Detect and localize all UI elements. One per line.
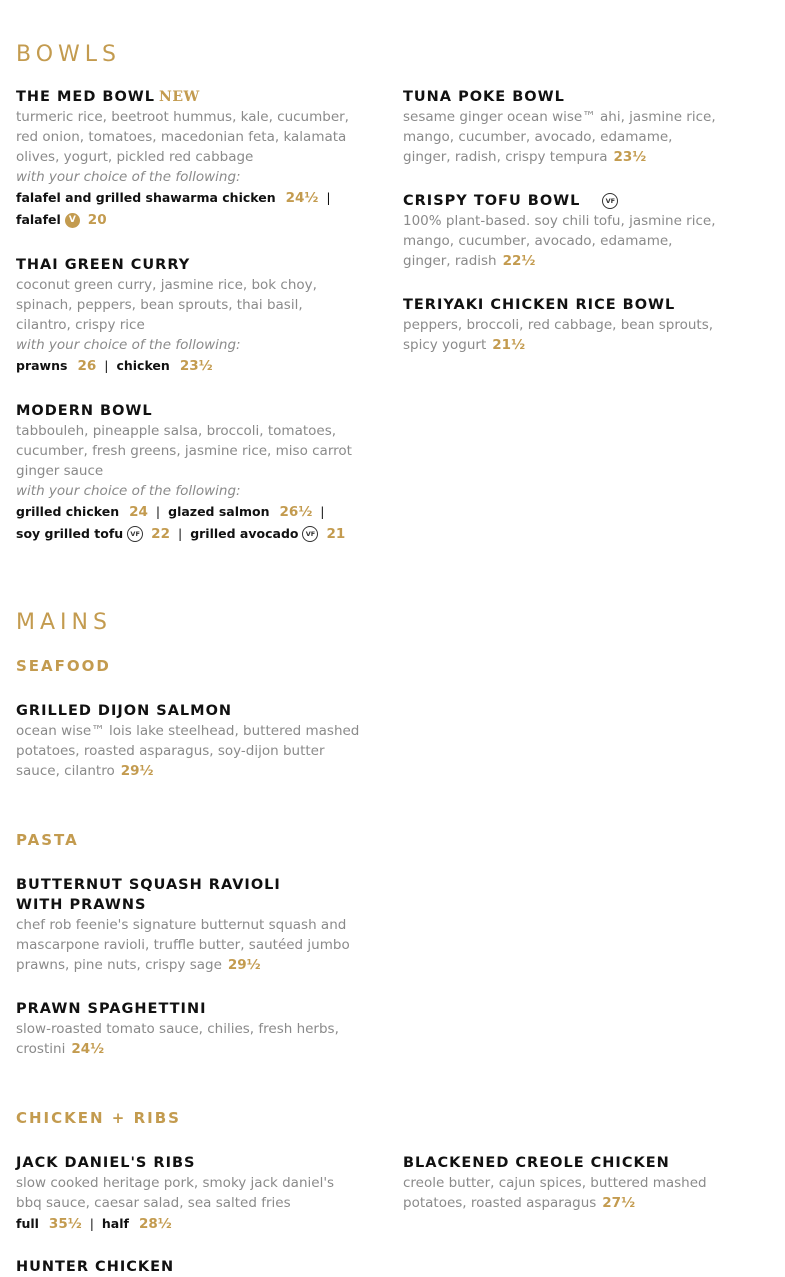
separator: | [89, 1216, 94, 1231]
item-name: MODERN BOWL [16, 403, 153, 419]
description-text: slow-roasted tomato sauce, chilies, fresh herbs, crostini [16, 1021, 339, 1057]
vegan-friendly-icon: VF [302, 526, 318, 542]
option-label: falafel [16, 212, 61, 227]
description-text: chef rob feenie's signature butternut squash and mascarpone ravioli, truffle butter, sautéed jumbo prawns, pine nuts, crispy sage [16, 917, 350, 973]
subsection-title-seafood: SEAFOOD [16, 657, 111, 675]
description-text: ocean wise™ lois lake steelhead, buttered mashed potatoes, roasted asparagus, soy-dijon butter sauce, cilantro [16, 723, 360, 779]
item-name [403, 191, 723, 211]
options-row [16, 355, 361, 377]
option-price: 24½ [285, 190, 319, 206]
vegan-friendly-icon: VF [602, 193, 618, 209]
separator: | [326, 190, 331, 205]
item-price: 29½ [120, 763, 154, 779]
subsection-title-pasta: PASTA [16, 831, 79, 849]
item-name [16, 87, 361, 107]
option-price: 20 [87, 212, 107, 228]
item-name: TUNA POKE BOWL [403, 89, 565, 105]
item-name: PRAWN SPAGHETTINI [16, 1001, 207, 1017]
option-label: glazed salmon [168, 504, 270, 519]
option-label: half [101, 1216, 129, 1231]
new-badge: NEW [159, 89, 200, 105]
separator: | [320, 504, 325, 519]
menu-item-med-bowl [16, 87, 361, 231]
description-text: creole butter, cajun spices, buttered mashed potatoes, roasted asparagus [403, 1175, 707, 1211]
subsection-title-chicken-ribs: CHICKEN + RIBS [16, 1109, 181, 1127]
options-row [16, 501, 361, 523]
separator: | [155, 504, 161, 519]
vegetarian-icon: V [65, 213, 80, 228]
item-price: 23½ [613, 149, 647, 165]
option-price: 28½ [138, 1216, 172, 1232]
menu-item-tuna-poke-bowl [403, 87, 723, 167]
item-description [403, 211, 723, 271]
option-label: falafel and grilled shawarma chicken [16, 190, 276, 205]
option-price: 26 [77, 358, 97, 374]
option-price: 21 [326, 526, 346, 542]
choice-note: with your choice of the following: [16, 169, 241, 185]
item-name-line2: WITH PRAWNS [16, 897, 147, 913]
item-name: TERIYAKI CHICKEN RICE BOWL [403, 297, 676, 313]
choice-note: with your choice of the following: [16, 483, 241, 499]
item-description [403, 107, 723, 167]
item-description [16, 1019, 361, 1059]
option-price: 26½ [279, 504, 313, 520]
item-price: 22½ [502, 253, 536, 269]
separator: | [177, 526, 183, 541]
option-label: chicken [116, 358, 170, 373]
option-price: 24 [129, 504, 148, 520]
menu-item-grilled-dijon-salmon [16, 701, 361, 781]
item-description: slow cooked heritage pork, smoky jack daniel's bbq sauce, caesar salad, sea salted fries [16, 1175, 335, 1211]
option-label: grilled avocado [190, 526, 299, 541]
item-name-text: THE MED BOWL [16, 89, 156, 105]
options-row [16, 1213, 361, 1235]
menu-item-modern-bowl [16, 401, 361, 545]
choice-note: with your choice of the following: [16, 337, 241, 353]
item-name: THAI GREEN CURRY [16, 257, 191, 273]
item-price: 29½ [227, 957, 261, 973]
item-name: HUNTER CHICKEN [16, 1259, 175, 1275]
option-label: grilled chicken [16, 504, 120, 519]
menu-item-crispy-tofu-bowl [403, 191, 723, 271]
item-name: BLACKENED CREOLE CHICKEN [403, 1155, 670, 1171]
section-title-bowls: BOWLS [16, 42, 121, 67]
option-label: prawns [16, 358, 68, 373]
menu-item-hunter-chicken [16, 1257, 361, 1277]
item-description [16, 721, 361, 781]
item-price: 24½ [71, 1041, 105, 1057]
separator: | [104, 358, 109, 373]
description-text: 100% plant-based. soy chili tofu, jasmine rice, mango, cucumber, avocado, edamame, ginger, radish [403, 213, 716, 269]
option-price: 35½ [48, 1216, 82, 1232]
menu-item-jack-daniels-ribs [16, 1153, 361, 1235]
menu-item-blackened-creole-chicken [403, 1153, 723, 1213]
item-description [16, 915, 361, 975]
item-name: BUTTERNUT SQUASH RAVIOLI [16, 877, 281, 893]
option-price: 23½ [179, 358, 213, 374]
options-row [16, 209, 361, 231]
item-description: turmeric rice, beetroot hummus, kale, cucumber, red onion, tomatoes, macedonian feta, kalamata olives, yogurt, pickled red cabbage [16, 109, 349, 165]
item-description [403, 315, 723, 355]
item-description: tabbouleh, pineapple salsa, broccoli, tomatoes, cucumber, fresh greens, jasmine rice, miso carrot ginger sauce [16, 423, 352, 479]
menu-item-thai-green-curry [16, 255, 361, 377]
option-label: full [16, 1216, 39, 1231]
item-name-text: CRISPY TOFU BOWL [403, 193, 581, 209]
section-title-mains: MAINS [16, 610, 112, 635]
options-row [16, 523, 361, 545]
options-row [16, 187, 361, 209]
vegan-friendly-icon: VF [127, 526, 143, 542]
item-name: JACK DANIEL'S RIBS [16, 1155, 196, 1171]
item-price: 21½ [492, 337, 526, 353]
item-name: GRILLED DIJON SALMON [16, 703, 233, 719]
description-text: sesame ginger ocean wise™ ahi, jasmine rice, mango, cucumber, avocado, edamame, ginger, radish, crispy tempura [403, 109, 716, 165]
item-price: 27½ [602, 1195, 636, 1211]
menu-item-prawn-spaghettini [16, 999, 361, 1059]
item-description: coconut green curry, jasmine rice, bok choy, spinach, peppers, bean sprouts, thai basil, cilantro, crispy rice [16, 277, 317, 333]
item-description [403, 1173, 723, 1213]
menu-item-butternut-squash-ravioli [16, 875, 361, 975]
description-text: peppers, broccoli, red cabbage, bean sprouts, spicy yogurt [403, 317, 714, 353]
option-price: 22 [151, 526, 170, 542]
menu-item-teriyaki-chicken-rice-bowl [403, 295, 723, 355]
option-label: soy grilled tofu [16, 526, 124, 541]
